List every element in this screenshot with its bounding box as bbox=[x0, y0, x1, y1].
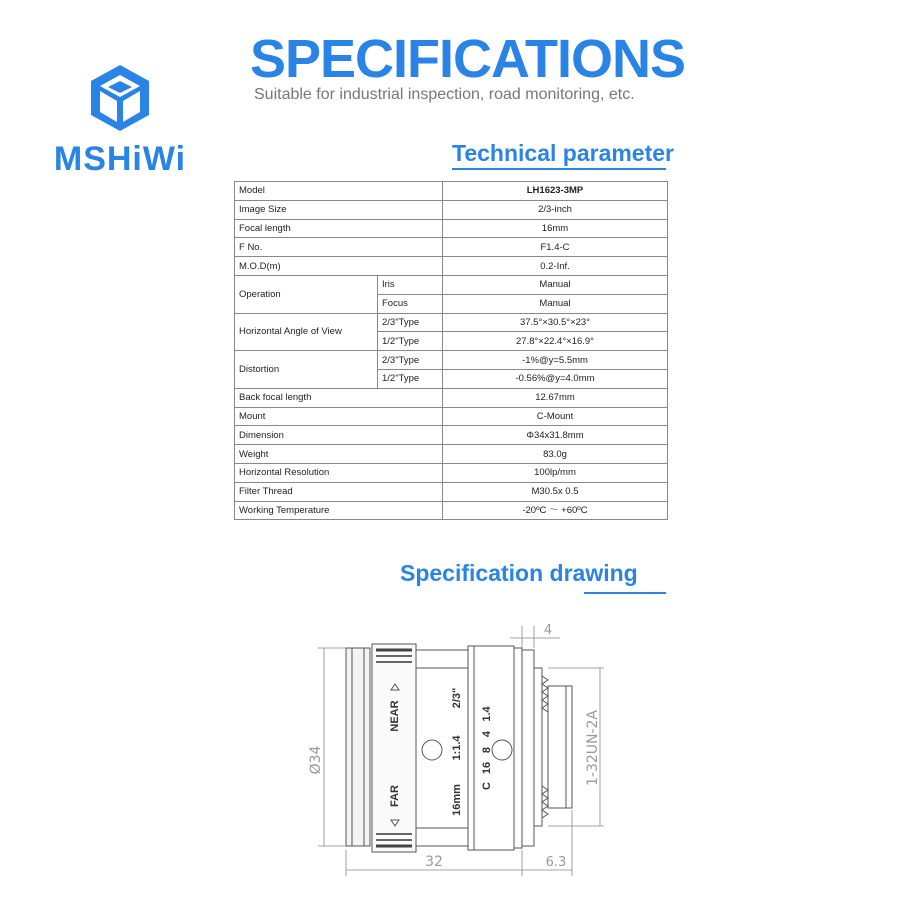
drawing-heading-underline bbox=[584, 592, 666, 594]
spec-label-focal-length: Focal length bbox=[235, 219, 443, 238]
technical-heading-underline bbox=[452, 168, 666, 170]
table-row bbox=[235, 445, 668, 464]
spec-value-temp: -20ºC ～ +60ºC bbox=[443, 501, 668, 520]
technical-parameter-heading: Technical parameter bbox=[452, 140, 675, 166]
size-mark: 2/3" bbox=[451, 687, 463, 709]
table-row bbox=[235, 482, 668, 501]
brand-logo bbox=[40, 62, 200, 182]
specification-drawing-heading: Specification drawing bbox=[400, 560, 638, 586]
spec-sublabel-focus: Focus bbox=[378, 294, 443, 313]
spec-sublabel-distortion-12: 1/2"Type bbox=[378, 369, 443, 388]
table-row bbox=[235, 388, 668, 407]
spec-value-mount: C-Mount bbox=[443, 407, 668, 426]
brand-name: MSHiWi bbox=[53, 140, 187, 178]
ratio-mark: 1:1.4 bbox=[451, 735, 463, 761]
far-label: FAR bbox=[389, 785, 401, 807]
spec-sublabel-haov-23: 2/3"Type bbox=[378, 313, 443, 332]
spec-table bbox=[234, 181, 668, 520]
spec-label-model: Model bbox=[235, 182, 443, 201]
spec-value-bfl: 12.67mm bbox=[443, 388, 668, 407]
table-row bbox=[235, 501, 668, 520]
table-row bbox=[235, 313, 668, 332]
spec-label-weight: Weight bbox=[235, 445, 443, 464]
scale-1-4: 1.4 bbox=[481, 706, 493, 722]
table-row bbox=[235, 426, 668, 445]
scale-4: 4 bbox=[481, 730, 493, 738]
focal-mark: 16mm bbox=[451, 784, 463, 816]
table-row bbox=[235, 257, 668, 276]
spec-value-filter: M30.5x 0.5 bbox=[443, 482, 668, 501]
spec-value-f-no: F1.4-C bbox=[443, 238, 668, 257]
page-subtitle: Suitable for industrial inspection, road monitoring, etc. bbox=[254, 86, 635, 103]
spec-label-temp: Working Temperature bbox=[235, 501, 443, 520]
spec-label-image-size: Image Size bbox=[235, 200, 443, 219]
dim-thread-label: 1-32UN-2A bbox=[585, 709, 601, 787]
spec-label-f-no: F No. bbox=[235, 238, 443, 257]
spec-value-image-size: 2/3-inch bbox=[443, 200, 668, 219]
spec-sublabel-haov-12: 1/2"Type bbox=[378, 332, 443, 351]
spec-value-distortion-12: -0.56%@y=4.0mm bbox=[443, 369, 668, 388]
spec-value-distortion-23: -1%@y=5.5mm bbox=[443, 351, 668, 370]
dim-diameter-label: Ø34 bbox=[308, 745, 324, 775]
table-row bbox=[235, 463, 668, 482]
spec-label-dimension: Dimension bbox=[235, 426, 443, 445]
table-row bbox=[235, 200, 668, 219]
near-label: NEAR bbox=[389, 700, 401, 732]
table-row bbox=[235, 275, 668, 294]
spec-value-dimension: Φ34x31.8mm bbox=[443, 426, 668, 445]
spec-label-filter: Filter Thread bbox=[235, 482, 443, 501]
spec-value-model: LH1623-3MP bbox=[443, 182, 668, 201]
dim-length-label: 32 bbox=[425, 854, 443, 870]
table-row bbox=[235, 238, 668, 257]
spec-value-mod: 0.2-Inf. bbox=[443, 257, 668, 276]
table-row bbox=[235, 182, 668, 201]
spec-label-mod: M.O.D(m) bbox=[235, 257, 443, 276]
dim-flange-label: 6.3 bbox=[545, 855, 567, 870]
dim-top-label: 4 bbox=[543, 623, 553, 638]
table-row bbox=[235, 407, 668, 426]
spec-value-haov-12: 27.8°×22.4°×16.9° bbox=[443, 332, 668, 351]
brand-cube-icon bbox=[87, 62, 153, 134]
spec-label-distortion: Distortion bbox=[235, 351, 378, 389]
spec-value-haov-23: 37.5°×30.5°×23° bbox=[443, 313, 668, 332]
spec-value-hres: 100lp/mm bbox=[443, 463, 668, 482]
spec-label-bfl: Back focal length bbox=[235, 388, 443, 407]
table-row bbox=[235, 351, 668, 370]
spec-sublabel-iris: Iris bbox=[378, 275, 443, 294]
spec-label-mount: Mount bbox=[235, 407, 443, 426]
spec-label-haov: Horizontal Angle of View bbox=[235, 313, 378, 351]
scale-8: 8 bbox=[481, 746, 493, 754]
table-row bbox=[235, 219, 668, 238]
scale-c: C bbox=[481, 782, 493, 790]
spec-value-focal-length: 16mm bbox=[443, 219, 668, 238]
spec-value-focus: Manual bbox=[443, 294, 668, 313]
scale-16: 16 bbox=[481, 761, 493, 775]
page-title: SPECIFICATIONS bbox=[250, 29, 686, 89]
spec-label-hres: Horizontal Resolution bbox=[235, 463, 443, 482]
spec-value-weight: 83.0g bbox=[443, 445, 668, 464]
spec-sublabel-distortion-23: 2/3"Type bbox=[378, 351, 443, 370]
spec-value-iris: Manual bbox=[443, 275, 668, 294]
lens-technical-drawing bbox=[300, 620, 640, 890]
spec-label-operation: Operation bbox=[235, 275, 378, 313]
